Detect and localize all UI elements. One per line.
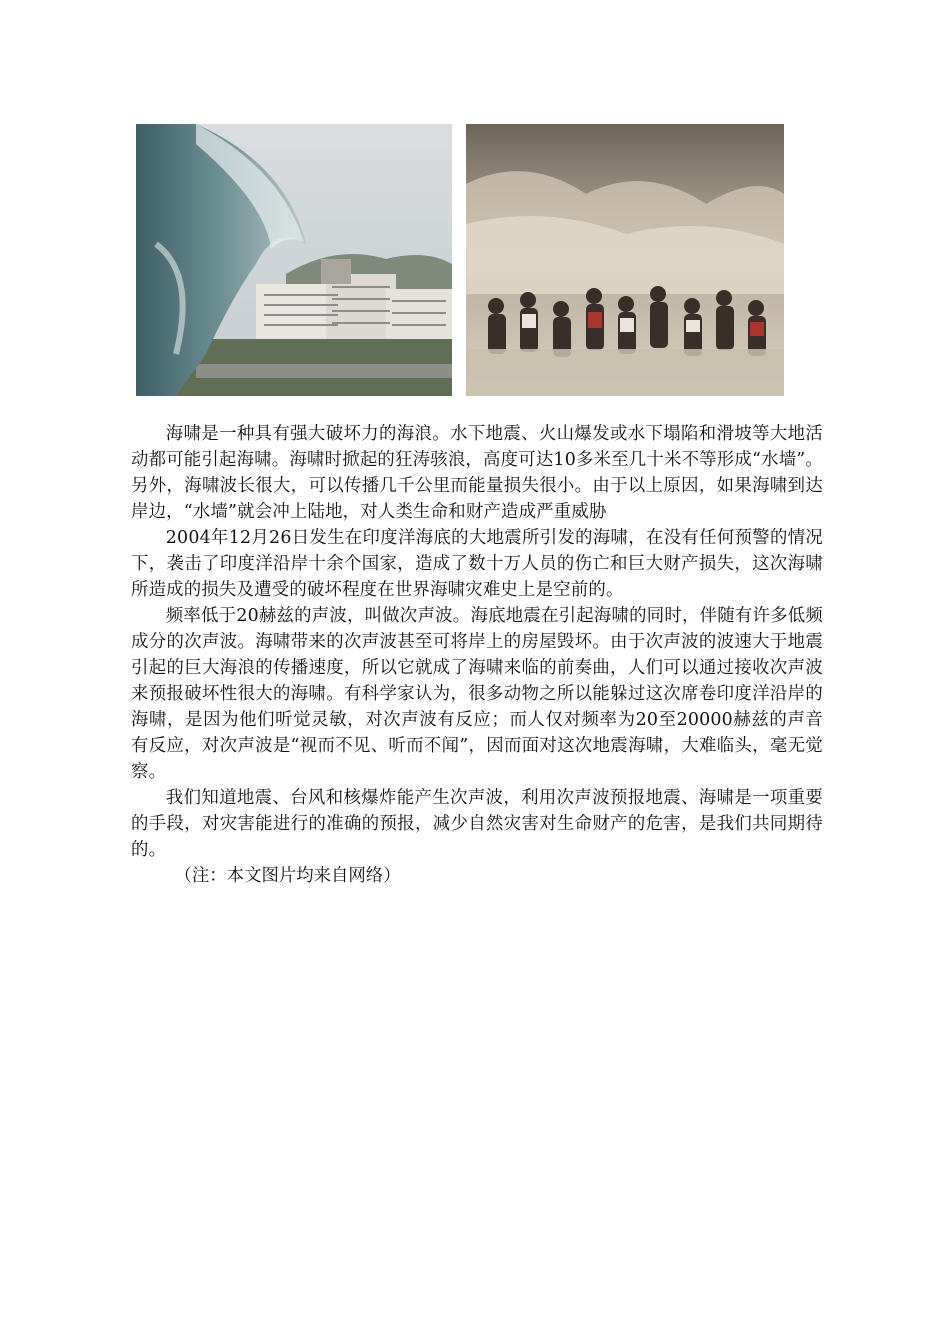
paragraph-tsunami-definition: 海啸是一种具有强大破坏力的海浪。水下地震、火山爆发或水下塌陷和滑坡等大地活动都可能引起海啸。海啸时掀起的狂涛骇浪，高度可达10多米至几十米不等形成“水墙”。另外，海啸波长很大，可以传播几千公里而能量损失很小。由于以上原因，如果海啸到达岸边，“水墙”就会冲上陆地，对人类生命和财产造成严重威胁 xyxy=(131,424,823,522)
crowd-wave-illustration xyxy=(466,124,784,396)
paragraph-forecast: 我们知道地震、台风和核爆炸能产生次声波，利用次声波预报地震、海啸是一项重要的手段，对灾害能进行的准确的预报，减少自然灾害对生命财产的危害，是我们共同期待的。 xyxy=(131,788,823,860)
paragraph-2004-tsunami: 2004年12月26日发生在印度洋海底的大地震所引发的海啸，在没有任何预警的情况下，袭击了印度洋沿岸十余个国家，造成了数十万人员的伤亡和巨大财产损失，这次海啸所造成的损失及遭受的破坏程度在世界海啸灾难史上是空前的。 xyxy=(131,528,823,600)
image-source-note: （注：本文图片均来自网络） xyxy=(174,866,401,886)
article-body xyxy=(131,421,823,889)
paragraph-infrasound: 频率低于20赫兹的声波，叫做次声波。海底地震在引起海啸的同时，伴随有许多低频成分的次声波。海啸带来的次声波甚至可将岸上的房屋毁坏。由于次声波的波速大于地震引起的巨大海浪的传播速度，所以它就成了海啸来临的前奏曲，人们可以通过接收次声波来预报破坏性很大的海啸。有科学家认为，很多动物之所以能躲过这次席卷印度洋沿岸的海啸，是因为他们听觉灵敏，对次声波有反应；而人仅对频率为20至20000赫兹的声音有反应，对次声波是“视而不见、听而不闻”，因而面对这次地震海啸，大难临头，毫无觉察。 xyxy=(131,606,823,782)
tsunami-city-photo xyxy=(136,124,452,396)
tsunami-city-illustration xyxy=(136,124,452,396)
crowd-fleeing-photo xyxy=(466,124,784,396)
